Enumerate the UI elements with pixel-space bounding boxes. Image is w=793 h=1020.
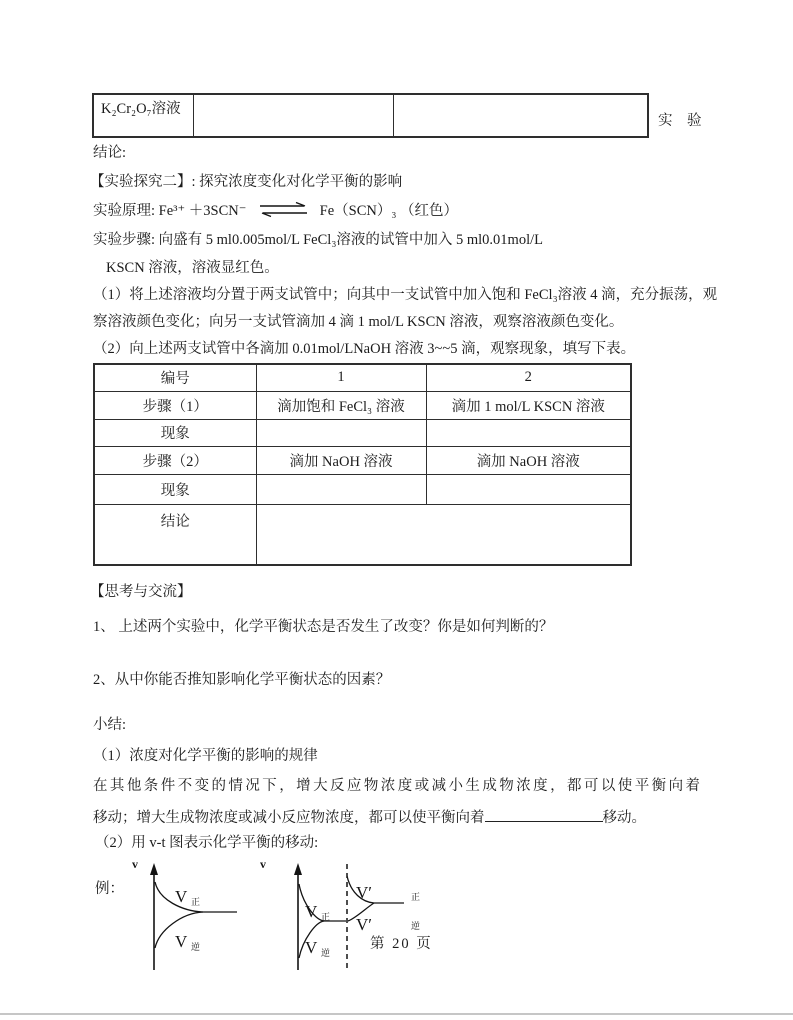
phenomenon2-tube2: [426, 474, 631, 504]
row-label: 结论: [94, 504, 256, 565]
conclusion-merged-cell: [256, 504, 631, 565]
left-reverse-label: V: [175, 932, 188, 951]
right-forward-label: V: [305, 902, 318, 921]
right-reverse2-sub: 逆: [411, 921, 421, 931]
left-forward-sub: 正: [191, 897, 201, 907]
previous-experiment-table: [92, 93, 649, 138]
right-reverse2-label: V′: [356, 915, 372, 934]
empty-cell-2: [393, 94, 648, 137]
think-exchange-title: 【思考与交流】: [90, 584, 192, 600]
summary-rule-line2: [93, 806, 646, 828]
procedure2-line: （2）向上述两支试管中各滴加 0.01mol/LNaOH 溶液 3~~5 滴，观察现象，填写下表。: [93, 341, 636, 357]
summary-point1: （1）浓度对化学平衡的影响的规律: [93, 748, 318, 764]
right-axis-label: v: [260, 857, 266, 871]
tube1-header: 1: [256, 364, 426, 391]
phenomenon1-tube1: [256, 419, 426, 446]
summary-point2: （2）用 v-t 图表示化学平衡的移动:: [95, 835, 319, 851]
page-number: 第 20 页: [370, 936, 433, 952]
procedure1-line2: 察溶液颜色变化；向另一支试管滴加 4 滴 1 mol/L KSCN 溶液，观察溶液颜色变化。: [93, 314, 624, 330]
tube2-header: 2: [426, 364, 631, 391]
table-row: [94, 474, 631, 504]
principle-lhs: 实验原理: Fe³⁺ ＋3SCN⁻: [93, 203, 247, 219]
row-label: 现象: [94, 474, 256, 504]
empty-cell-1: [193, 94, 393, 137]
table-row: [94, 504, 631, 565]
row-label: 步骤（2）: [94, 446, 256, 474]
summary-label: 小结:: [93, 717, 127, 733]
vt-diagrams: [110, 850, 470, 985]
right-forward-sub: 正: [321, 912, 331, 922]
section2-title: 【实验探究二】: 探究浓度变化对化学平衡的影响: [90, 174, 403, 190]
question-1: 1、 上述两个实验中，化学平衡状态是否发生了改变？你是如何判断的？: [93, 619, 554, 635]
phenomenon1-tube2: [426, 419, 631, 446]
right-reverse-label: V: [305, 938, 318, 957]
step1-tube2: 滴加 1 mol/L KSCN 溶液: [426, 391, 631, 419]
rule-line2-text: 移动；增大生成物浓度或减小反应物浓度，都可以使平衡向着: [93, 810, 485, 826]
steps-line2: KSCN 溶液，溶液显红色。: [106, 260, 279, 276]
right-forward2-sub: 正: [411, 892, 421, 902]
experiment-results-table: [93, 363, 632, 566]
table-row: [94, 419, 631, 446]
step2-tube1: 滴加 NaOH 溶液: [256, 446, 426, 474]
left-forward-label: V: [175, 887, 188, 906]
summary-rule-line1: 在其他条件不变的情况下，增大反应物浓度或减小生成物浓度，都可以使平衡向着: [93, 778, 700, 794]
table-row: [94, 446, 631, 474]
principle-line: [93, 201, 458, 224]
rule-line2-tail: 移动。: [602, 810, 646, 826]
step2-tube2: 滴加 NaOH 溶液: [426, 446, 631, 474]
table-row: [94, 391, 631, 419]
row-label: 编号: [94, 364, 256, 391]
steps-line1: 实验步骤: 向盛有 5 ml0.005mol/L FeCl₃溶液的试管中加入 5 ml0.01mol/L: [93, 232, 543, 248]
example-label: 例：: [95, 881, 124, 897]
right-reverse-sub: 逆: [321, 948, 331, 958]
left-vt-graph: [132, 857, 237, 970]
row-label: 步骤（1）: [94, 391, 256, 419]
principle-rhs: Fe（SCN）₃ （红色）: [319, 203, 459, 219]
left-axis-label: v: [132, 857, 138, 871]
step1-tube1: 滴加饱和 FeCl₃ 溶液: [256, 391, 426, 419]
phenomenon2-tube1: [256, 474, 426, 504]
reagent-cell: K₂Cr₂O₇溶液: [93, 94, 193, 137]
fill-in-blank: [485, 806, 603, 822]
conclusion-label: 结论:: [93, 145, 127, 161]
right-vt-graph: [260, 857, 420, 972]
question-2: 2、从中你能否推知影响化学平衡状态的因素？: [93, 672, 391, 688]
wrapped-side-text: 实 验: [658, 113, 702, 129]
right-forward2-label: V′: [356, 883, 372, 902]
equilibrium-arrow-icon: [257, 201, 309, 224]
left-reverse-sub: 逆: [191, 942, 201, 952]
table-row: [94, 364, 631, 391]
row-label: 现象: [94, 419, 256, 446]
scan-edge-line: [0, 1013, 793, 1015]
procedure1-line1: （1）将上述溶液均分置于两支试管中；向其中一支试管中加入饱和 FeCl₃溶液 4 滴，充分振荡，观: [93, 287, 718, 303]
